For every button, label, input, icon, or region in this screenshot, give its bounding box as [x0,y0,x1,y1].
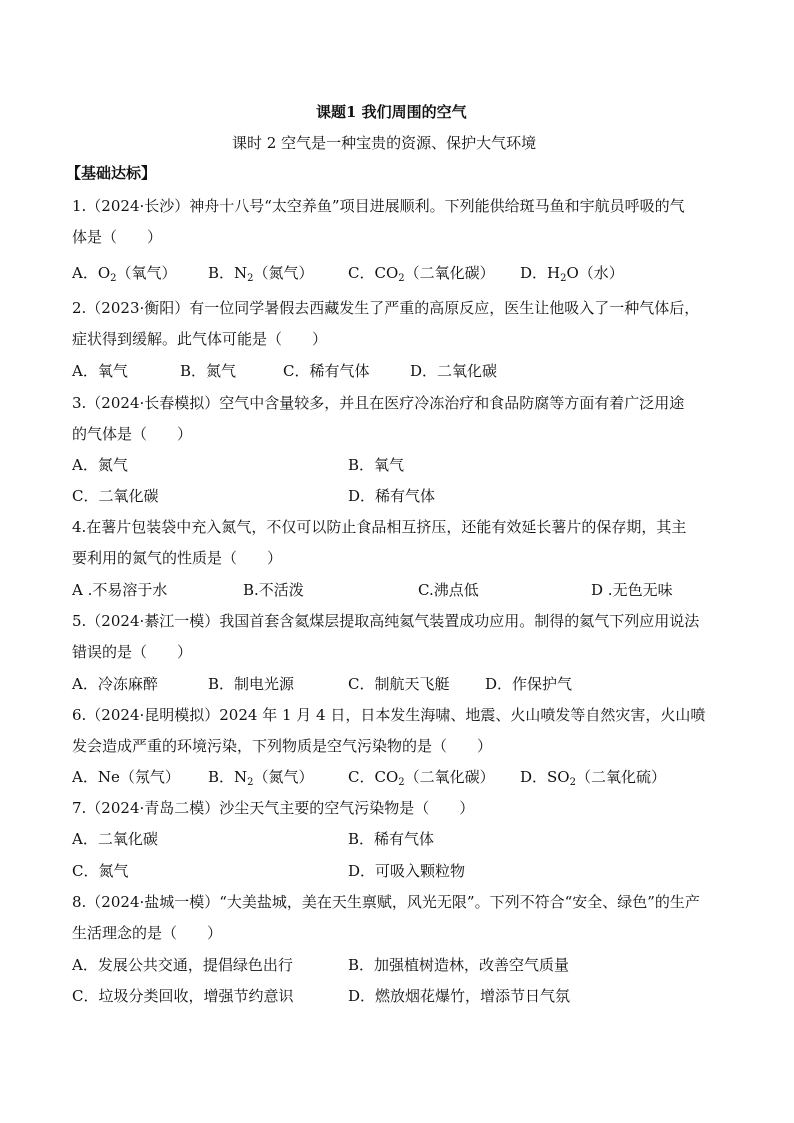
question-stem: 体是（ ） [72,228,163,246]
question-stem: 3.（2024·长春模拟）空气中含量较多，并且在医疗冷冻治疗和食品防腐等方面有着广泛用途 [72,394,685,412]
question-stem: 错误的是（ ） [72,643,193,661]
option-c: C．二氧化碳 [72,487,159,505]
question-stem: 的气体是（ ） [72,425,193,443]
option-d: D．$SO_2$（二氧化硫） [520,768,666,788]
question-stem: 5.（2024·綦江一模）我国首套含氦煤层提取高纯氦气装置成功应用。制得的氦气下列应用说法 [72,612,700,630]
question-stem: 症状得到缓解。此气体可能是（ ） [72,330,328,348]
option-b: B．$N_2$（氮气） [208,264,314,284]
question-stem: 1.（2024·长沙）神舟十八号“太空养鱼”项目进展顺利。下列能供给斑马鱼和宇航员呼吸的气 [72,197,685,215]
option-a: A .不易溶于水 [72,581,168,599]
question-stem: 2.（2023·衡阳）有一位同学暑假去西藏发生了严重的高原反应，医生让他吸入了一种气体后， [72,299,700,317]
option-d: D．作保护气 [485,675,573,693]
option-b: B．氮气 [180,362,237,380]
question-stem: 4.在薯片包装袋中充入氮气，不仅可以防止食品相互挤压，还能有效延长薯片的保存期，其主 [72,518,687,536]
question-stem: 发会造成严重的环境污染，下列物质是空气污染物的是（ ） [72,737,493,755]
option-d: D．二氧化碳 [410,362,498,380]
option-a: A．发展公共交通，提倡绿色出行 [72,956,293,974]
option-c: C．稀有气体 [283,362,370,380]
option-b: B．$N_2$（氮气） [208,768,314,788]
option-c: C．垃圾分类回收，增强节约意识 [72,987,294,1005]
question-stem: 要利用的氮气的性质是（ ） [72,549,283,567]
option-b: B．氧气 [348,456,405,474]
option-d: D．可吸入颗粒物 [348,862,466,880]
option-b: B．加强植树造林，改善空气质量 [348,956,570,974]
option-c: C．氮气 [72,862,129,880]
option-d: D．稀有气体 [348,487,436,505]
option-c: C．制航天飞艇 [348,675,450,693]
option-c: C.沸点低 [418,581,479,599]
question-stem: 6.（2024·昆明模拟）2024 年 1 月 4 日，日本发生海啸、地震、火山喷发等自然灾害，火山喷 [72,706,706,724]
section-heading: 【基础达标】 [66,164,157,182]
lesson-title: 课题1 我们周围的空气 [316,103,467,121]
option-b: B．稀有气体 [348,830,435,848]
option-a: A．二氧化碳 [72,830,158,848]
option-b: B.不活泼 [243,581,304,599]
question-stem: 生活理念的是（ ） [72,924,223,942]
option-a: A．氧气 [72,362,128,380]
lesson-subtitle: 课时 2 空气是一种宝贵的资源、保护大气环境 [232,134,537,152]
option-d: D．$H_2O$（水） [520,264,624,284]
option-b: B．制电光源 [208,675,295,693]
option-a: A．$O_2$（氧气） [72,264,177,284]
option-a: A．氮气 [72,456,128,474]
option-d: D．燃放烟花爆竹，增添节日气氛 [348,987,571,1005]
option-c: C．$CO_2$（二氧化碳） [348,768,495,788]
question-stem: 7.（2024·青岛二模）沙尘天气主要的空气污染物是（ ） [72,799,475,817]
option-a: A．Ne（氖气） [72,768,180,786]
option-c: C．$CO_2$（二氧化碳） [348,264,495,284]
option-a: A．冷冻麻醉 [72,675,158,693]
option-d: D .无色无味 [591,581,673,599]
question-stem: 8.（2024·盐城一模）“大美盐城，美在天生禀赋，风光无限”。下列不符合“安全、绿色”的生产 [72,893,700,911]
